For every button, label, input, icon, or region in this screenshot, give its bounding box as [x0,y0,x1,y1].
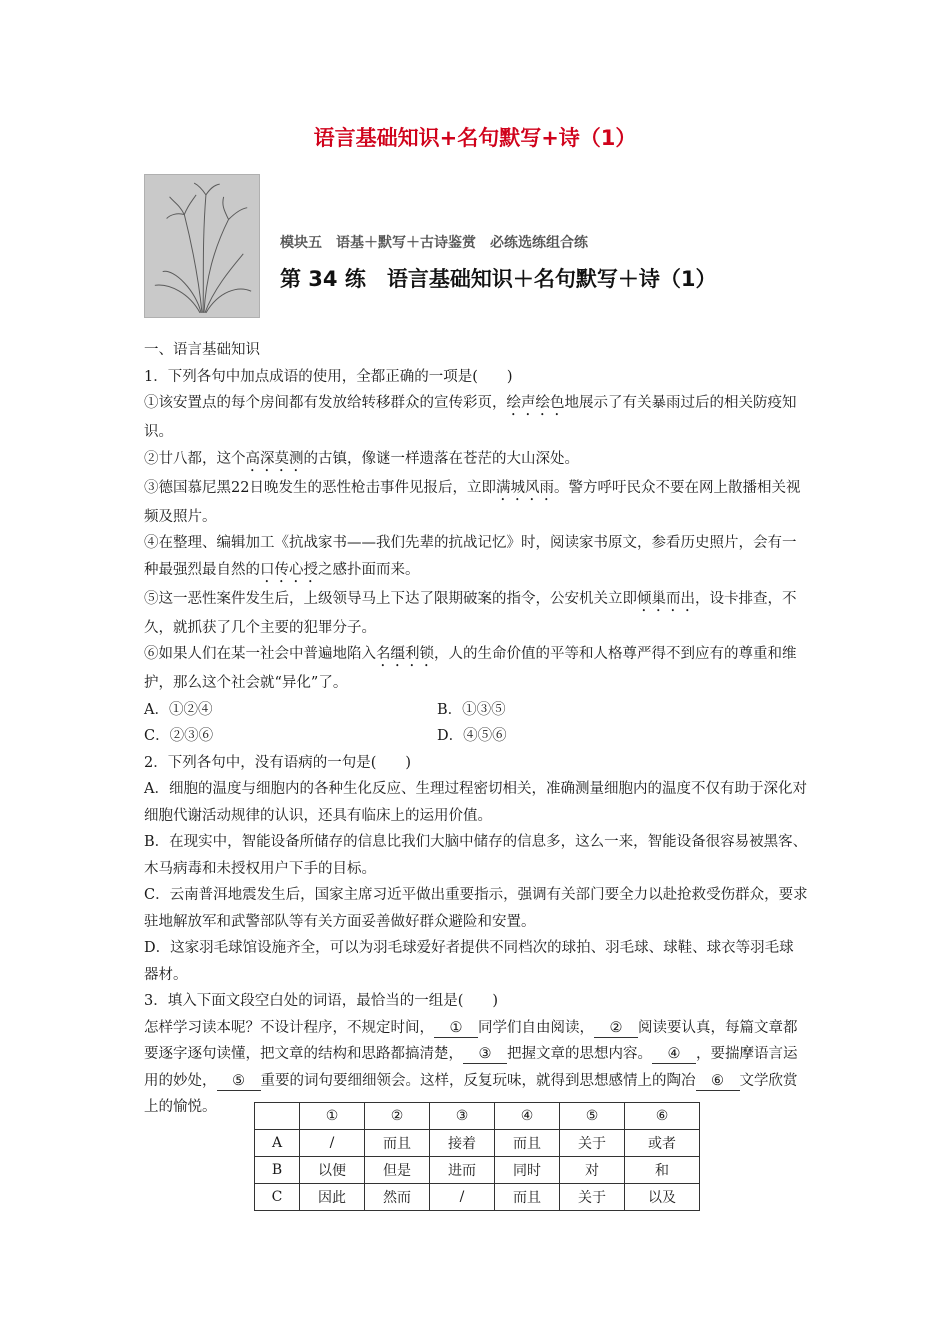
section-heading: 一、语言基础知识 [144,342,260,358]
table-cell: ② [365,1103,430,1130]
table-cell: 但是 [365,1157,430,1184]
q1-item-6: ⑥如果人们在某一社会中普遍地陷入名缰利锁，人的生命价值的平等和人格尊严得不到应有的尊重和维护，那么这个社会就“异化”了。 [144,646,797,691]
table-cell: 关于 [560,1184,625,1211]
q1-option-b[interactable]: B．①③⑤ [437,701,506,718]
q1-item-1: ①该安置点的每个房间都有发放给转移群众的宣传彩页，绘声绘色地展示了有关暴雨过后的相关防疫知识。 [144,395,797,440]
lesson-title: 第 34 练 语言基础知识＋名句默写＋诗（1） [280,267,717,291]
table-cell: 同时 [495,1157,560,1184]
table-cell: 接着 [430,1130,495,1157]
table-row [255,1184,700,1211]
blank-4: ④ [652,1045,696,1064]
blank-3: ③ [463,1045,507,1064]
blank-2: ② [594,1019,638,1038]
idiom: 倾巢而出 [637,590,695,607]
table-cell: 进而 [430,1157,495,1184]
q1-options-row [144,723,808,750]
q2-option-d[interactable]: D．这家羽毛球馆设施齐全，可以为羽毛球爱好者提供不同档次的球拍、羽毛球、球鞋、球衣等羽毛球器材。 [144,940,794,983]
orchid-illustration [144,174,260,318]
table-cell: 而且 [365,1130,430,1157]
q1-option-d[interactable]: D．④⑤⑥ [437,728,507,744]
q1-item-3: ③德国慕尼黑22日晚发生的恶性枪击事件见报后，立即满城风雨。警方呼吁民众不要在网上散播相关视频及照片。 [144,479,801,525]
table-cell: / [430,1184,495,1211]
idiom: 满城风雨 [495,479,554,496]
table-cell: 关于 [560,1130,625,1157]
q1-option-a[interactable]: A．①②④ [144,701,213,718]
blank-5: ⑤ [217,1072,261,1091]
q1-item-5: ⑤这一恶性案件发生后，上级领导马上下达了限期破案的指令，公安机关立即倾巢而出，设卡排查，不久，就抓获了几个主要的犯罪分子。 [144,590,797,636]
idiom: 高深莫测 [245,450,304,467]
document-title: 语言基础知识+名句默写+诗（1） [313,126,637,150]
blank-6: ⑥ [696,1072,740,1091]
table-cell: 以及 [625,1184,700,1211]
table-cell: 和 [625,1157,700,1184]
table-header-row [255,1103,700,1130]
table-cell: B [255,1157,300,1184]
table-cell [255,1103,300,1130]
blank-1: ① [434,1019,478,1038]
table-cell: ④ [495,1103,560,1130]
table-cell: A [255,1130,300,1157]
table-cell: 而且 [495,1130,560,1157]
table-cell: ① [300,1103,365,1130]
q1-item-4: ④在整理、编辑加工《抗战家书——我们先辈的抗战记忆》时，阅读家书原文，参看历史照片，会有一种最强烈最自然的口传心授之感扑面而来。 [144,535,797,578]
table-cell: 然而 [365,1184,430,1211]
q2-option-b[interactable]: B．在现实中，智能设备所储存的信息比我们大脑中储存的信息多，这么一来，智能设备很容易被黑客、木马病毒和未授权用户下手的目标。 [144,834,808,877]
table-row [255,1157,700,1184]
orchid-icon [145,175,259,317]
table-cell: 因此 [300,1184,365,1211]
idiom: 绘声绘色 [506,395,565,411]
idiom: 名缰利锁 [376,646,434,662]
table-cell: ⑤ [560,1103,625,1130]
q1-options-row [144,697,808,724]
table-cell: ③ [430,1103,495,1130]
q2-stem: 2．下列各句中，没有语病的一句是( ) [144,754,412,771]
table-cell: 或者 [625,1130,700,1157]
module-subtitle: 模块五 语基＋默写＋古诗鉴赏 必练选练组合练 [280,235,588,251]
q3-answer-table [254,1102,700,1211]
q1-item-2: ②廿八都，这个高深莫测的古镇，像谜一样遗落在苍茫的大山深处。 [144,450,579,467]
table-row [255,1130,700,1157]
table-cell: 对 [560,1157,625,1184]
q3-stem: 3．填入下面文段空白处的词语，最恰当的一组是( ) [144,993,499,1009]
exercise-content [144,337,808,1121]
q1-stem: 1．下列各句中加点成语的使用，全都正确的一项是( ) [144,368,513,385]
q1-option-c[interactable]: C．②③⑥ [144,728,214,744]
q2-option-a[interactable]: A．细胞的温度与细胞内的各种生化反应、生理过程密切相关，准确测量细胞内的温度不仅有助于深化对细胞代谢活动规律的认识，还具有临床上的运用价值。 [144,781,807,824]
idiom: 口传心授 [260,561,318,578]
table-cell: 以便 [300,1157,365,1184]
table-cell: ⑥ [625,1103,700,1130]
table-cell: C [255,1184,300,1211]
table-cell: / [300,1130,365,1157]
q2-option-c[interactable]: C．云南普洱地震发生后，国家主席习近平做出重要指示，强调有关部门要全力以赴抢救受伤群众，要求驻地解放军和武警部队等有关方面妥善做好群众避险和安置。 [144,887,808,930]
table-cell: 而且 [495,1184,560,1211]
q3-passage: 怎样学习读本呢？不设计程序，不规定时间， ① 同学们自由阅读， ② 阅读要认真，每篇文章都要逐字逐句读懂，把文章的结构和思路都搞清楚， ③ 把握文章的思想内容。 ④ ，要揣摩语言运用的妙处， ⑤ 重要的词句要细细领会。这样，反复玩味，就得到思想感情上的陶冶 ⑥ 文学欣赏上的愉悦。 [144,1019,798,1115]
